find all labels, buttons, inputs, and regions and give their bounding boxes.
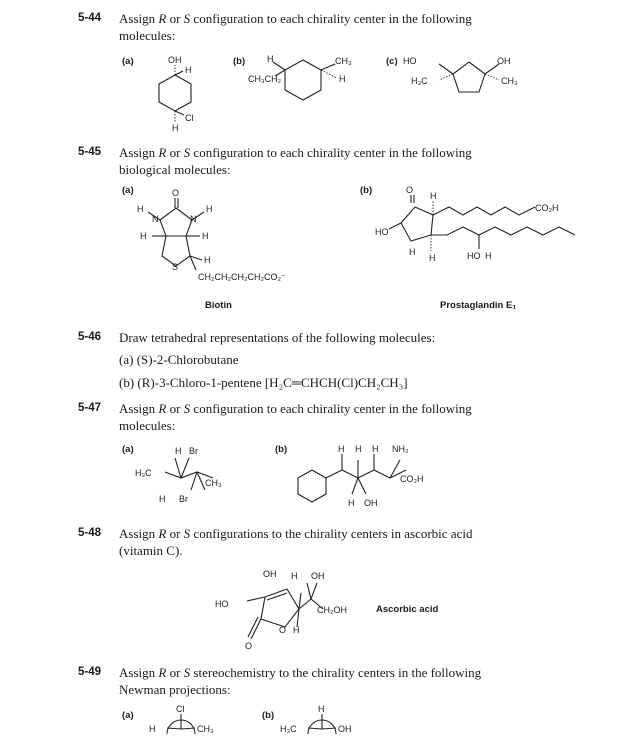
svg-text:H: H	[206, 204, 213, 214]
svg-text:HO: HO	[215, 599, 229, 609]
svg-text:Br: Br	[179, 494, 188, 504]
molecule-5-44b	[245, 52, 375, 112]
svg-text:CO₂H: CO₂H	[535, 203, 559, 213]
problem-text: Assign R or S configurations to the chirality centers in ascorbic acid (vitamin C).	[119, 526, 473, 558]
svg-text:H: H	[485, 251, 492, 261]
svg-text:H: H	[339, 74, 346, 84]
svg-text:Cl: Cl	[176, 704, 185, 714]
molecule-5-44a	[128, 55, 218, 145]
svg-text:OH: OH	[168, 55, 182, 65]
problem-text: Assign R or S stereochemistry to the chirality centers in the following Newman projections:	[119, 665, 482, 697]
svg-text:H: H	[149, 724, 156, 734]
svg-text:OH: OH	[263, 569, 277, 579]
svg-text:CO₂H: CO₂H	[400, 474, 424, 484]
svg-text:H: H	[430, 191, 437, 201]
molecule-5-47b	[290, 440, 470, 510]
svg-text:HO: HO	[375, 227, 389, 237]
svg-text:H: H	[293, 625, 300, 635]
problem-number: 5-49	[78, 666, 102, 678]
svg-text:H: H	[372, 444, 379, 454]
svg-text:H: H	[429, 253, 436, 263]
svg-text:H₃C: H₃C	[280, 724, 297, 734]
svg-text:H: H	[291, 571, 298, 581]
svg-text:H: H	[318, 704, 325, 714]
part-label: (a)	[122, 710, 134, 721]
svg-text:CH₃: CH₃	[335, 56, 352, 66]
problem-number: 5-44	[78, 12, 102, 24]
svg-text:H: H	[185, 65, 192, 75]
svg-text:OH: OH	[311, 571, 325, 581]
svg-text:CH₂CH₂CH₂CH₂CO₂⁻: CH₂CH₂CH₂CH₂CO₂⁻	[198, 272, 286, 282]
svg-text:H: H	[348, 498, 355, 508]
svg-text:N: N	[152, 214, 159, 224]
svg-text:H₃C: H₃C	[135, 468, 152, 478]
svg-text:H: H	[338, 444, 345, 454]
part-label: (b)	[262, 710, 275, 721]
svg-text:CH₃: CH₃	[197, 724, 214, 734]
svg-text:H: H	[202, 231, 209, 241]
svg-text:CH₃CH₂: CH₃CH₂	[248, 74, 282, 84]
molecule-biotin	[130, 188, 330, 288]
svg-text:OH: OH	[497, 56, 511, 66]
svg-text:H: H	[175, 446, 182, 456]
molecule-5-47a	[135, 442, 255, 507]
part-label: (b)	[275, 444, 288, 455]
svg-text:H: H	[409, 247, 416, 257]
svg-text:O: O	[172, 188, 180, 198]
svg-text:OH: OH	[364, 498, 378, 508]
part-label: (c)	[386, 56, 398, 67]
problem-number: 5-45	[78, 146, 102, 158]
svg-text:H: H	[204, 255, 211, 265]
svg-text:HO: HO	[467, 251, 481, 261]
svg-text:CH₂OH: CH₂OH	[317, 605, 347, 615]
svg-text:S: S	[172, 262, 179, 272]
problem-number: 5-47	[78, 402, 102, 414]
problem-text: Assign R or S configuration to each chirality center in the following molecules:	[119, 401, 472, 433]
svg-text:O: O	[245, 641, 253, 651]
problem-text: Draw tetrahedral representations of the following molecules:	[119, 330, 436, 345]
svg-text:HO: HO	[403, 56, 417, 66]
part-label: (a)	[122, 444, 134, 455]
svg-text:H: H	[267, 54, 274, 64]
problem-text: Assign R or S configuration to each chirality center in the following molecules:	[119, 11, 472, 43]
problem-number: 5-46	[78, 331, 102, 343]
svg-text:H: H	[172, 123, 179, 133]
caption-prostaglandin: Prostaglandin E₁	[440, 300, 517, 311]
svg-text:H: H	[159, 494, 166, 504]
molecule-prostaglandin	[375, 185, 615, 275]
svg-text:Br: Br	[189, 446, 198, 456]
svg-text:N: N	[190, 214, 197, 224]
caption-biotin: Biotin	[205, 300, 232, 311]
svg-text:O: O	[406, 185, 414, 195]
part-label: (b)	[233, 56, 246, 67]
part-label: (a)	[122, 56, 134, 67]
list-item: (a) (S)-2-Chlorobutane	[119, 352, 239, 367]
molecule-ascorbic-acid	[215, 567, 375, 655]
part-label: (b)	[360, 185, 373, 196]
svg-text:H: H	[355, 444, 362, 454]
molecule-5-44c	[405, 52, 535, 112]
problem-number: 5-48	[78, 527, 102, 539]
svg-text:Cl: Cl	[185, 113, 194, 123]
problem-text: Assign R or S configuration to each chirality center in the following biological molecules:	[119, 145, 472, 177]
svg-text:OH: OH	[338, 724, 352, 734]
svg-text:H₃C: H₃C	[411, 76, 428, 86]
newman-projection-a	[145, 704, 235, 737]
svg-text:H: H	[140, 231, 147, 241]
svg-text:H: H	[137, 204, 144, 214]
newman-projection-b	[280, 704, 380, 737]
caption-ascorbic-acid: Ascorbic acid	[376, 604, 439, 615]
svg-text:CH₃: CH₃	[205, 478, 222, 488]
list-item: (b) (R)-3-Chloro-1-pentene [H₂C═CHCH(Cl)CH₂CH₃]	[119, 375, 408, 390]
svg-text:CH₃: CH₃	[501, 76, 518, 86]
svg-text:O: O	[279, 625, 287, 635]
svg-text:NH₂: NH₂	[392, 444, 409, 454]
part-label: (a)	[122, 185, 134, 196]
